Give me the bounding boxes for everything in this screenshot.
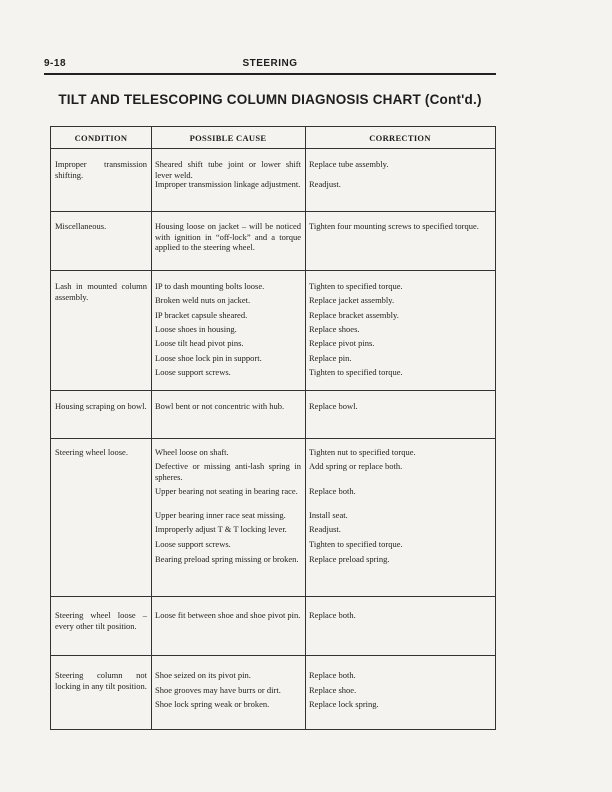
- correction-item: Replace tube assembly.: [309, 159, 389, 169]
- diagnosis-table: [50, 126, 496, 730]
- row-divider: [51, 438, 495, 439]
- row-divider: [51, 148, 495, 149]
- correction-item: Replace both.: [309, 610, 356, 620]
- correction-item: Replace bowl.: [309, 401, 358, 411]
- correction-item: Replace both.: [309, 486, 356, 496]
- cause-item: Upper bearing not seating in bearing race.: [155, 486, 298, 496]
- cause-item: Shoe grooves may have burrs or dirt.: [155, 685, 281, 695]
- condition-cell: Steering wheel loose.: [55, 447, 128, 457]
- correction-item: Tighten to specified torque.: [309, 539, 403, 549]
- correction-item: Replace pin.: [309, 353, 352, 363]
- column-header-cause: POSSIBLE CAUSE: [189, 133, 267, 143]
- correction-item: Replace pivot pins.: [309, 338, 375, 348]
- header-rule: [44, 73, 496, 75]
- cause-item: Defective or missing anti-lash spring in spheres.: [155, 461, 301, 482]
- column-divider: [305, 127, 306, 729]
- cause-item: Shoe lock spring weak or broken.: [155, 699, 270, 709]
- row-divider: [51, 211, 495, 212]
- section-title: STEERING: [242, 58, 298, 69]
- correction-item: Tighten to specified torque.: [309, 281, 403, 291]
- condition-cell: Steering wheel loose – every other tilt position.: [55, 610, 147, 631]
- row-divider: [51, 390, 495, 391]
- correction-item: Install seat.: [309, 510, 348, 520]
- condition-cell: Lash in mounted column assembly.: [55, 281, 147, 302]
- row-divider: [51, 270, 495, 271]
- correction-item: Replace shoes.: [309, 324, 360, 334]
- cause-item: Loose shoes in housing.: [155, 324, 237, 334]
- cause-item: IP to dash mounting bolts loose.: [155, 281, 265, 291]
- correction-item: Tighten nut to specified torque.: [309, 447, 416, 457]
- cause-item: Loose support screws.: [155, 539, 231, 549]
- condition-cell: Improper transmission shifting.: [55, 159, 147, 180]
- row-divider: [51, 655, 495, 656]
- cause-item: IP bracket capsule sheared.: [155, 310, 248, 320]
- correction-item: Replace shoe.: [309, 685, 357, 695]
- correction-item: Readjust.: [309, 179, 341, 189]
- chart-title: TILT AND TELESCOPING COLUMN DIAGNOSIS CHART (Cont'd.): [58, 92, 482, 107]
- correction-item: Add spring or replace both.: [309, 461, 403, 471]
- cause-item: Upper bearing inner race seat missing.: [155, 510, 286, 520]
- correction-item: Replace jacket assembly.: [309, 295, 395, 305]
- cause-item: Bowl bent or not concentric with hub.: [155, 401, 285, 411]
- correction-item: Replace bracket assembly.: [309, 310, 399, 320]
- correction-item: Replace preload spring.: [309, 554, 390, 564]
- cause-item: Loose tilt head pivot pins.: [155, 338, 244, 348]
- cause-item: Loose fit between shoe and shoe pivot pin.: [155, 610, 301, 620]
- cause-item: Housing loose on jacket – will be noticed with ignition in “off-lock” and a torque applied to the steering wheel.: [155, 221, 301, 252]
- cause-item: Bearing preload spring missing or broken.: [155, 554, 299, 564]
- cause-item: Improperly adjust T & T locking lever.: [155, 524, 287, 534]
- correction-item: Tighten to specified torque.: [309, 367, 403, 377]
- column-divider: [151, 127, 152, 729]
- cause-item: Wheel loose on shaft.: [155, 447, 229, 457]
- correction-item: Tighten four mounting screws to specified torque.: [309, 221, 479, 231]
- cause-item: Sheared shift tube joint or lower shift lever weld.: [155, 159, 301, 180]
- running-header: [44, 52, 496, 68]
- cause-item: Loose support screws.: [155, 367, 231, 377]
- cause-item: Shoe seized on its pivot pin.: [155, 670, 251, 680]
- cause-item: Improper transmission linkage adjustment.: [155, 179, 301, 189]
- column-header-condition: CONDITION: [74, 133, 128, 143]
- correction-item: Replace both.: [309, 670, 356, 680]
- row-divider: [51, 596, 495, 597]
- condition-cell: Housing scraping on bowl.: [55, 401, 147, 411]
- cause-item: Loose shoe lock pin in support.: [155, 353, 262, 363]
- page-number: 9-18: [44, 58, 67, 69]
- condition-cell: Steering column not locking in any tilt position.: [55, 670, 147, 691]
- condition-cell: Miscellaneous.: [55, 221, 107, 231]
- correction-item: Replace lock spring.: [309, 699, 379, 709]
- correction-item: Readjust.: [309, 524, 341, 534]
- column-header-correction: CORRECTION: [369, 133, 431, 143]
- cause-item: Broken weld nuts on jacket.: [155, 295, 251, 305]
